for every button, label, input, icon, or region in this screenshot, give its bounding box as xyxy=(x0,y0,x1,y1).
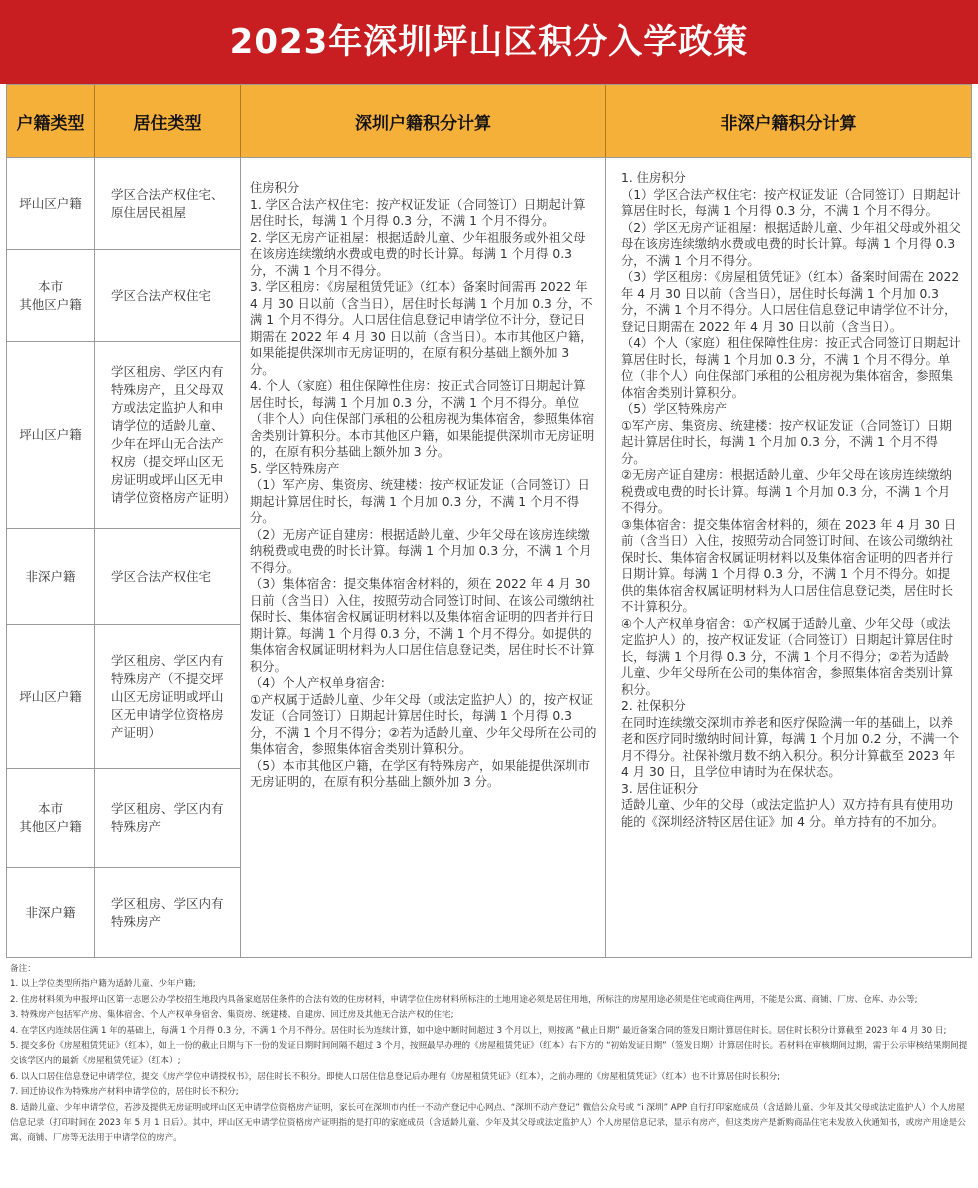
row-3-residence: 学区租房、学区内有特殊房产，且父母双方或法定监护人和申请学位的适龄儿童、少年在坪山无合法产权房（提交坪山区无房证明或坪山区无申请学位资格房产证明） xyxy=(95,341,241,528)
sz-line: （5）本市其他区户籍，在学区有特殊房产，如果能提供深圳市无房证明的，在原有积分基础上额外加 3 分。 xyxy=(250,758,590,789)
shenzhen-calc-text xyxy=(241,157,606,958)
header-residence-type: 居住类型 xyxy=(95,85,241,157)
header-non-shenzhen-calc: 非深户籍积分计算 xyxy=(606,85,971,157)
sz-line: （4）个人产权单身宿舍: xyxy=(250,676,385,690)
nsz-line: 3. 居住证积分 xyxy=(621,781,699,796)
sz-line: （1）军产房、集资房、统建楼：按产权证发证（合同签订）日期起计算居住时长，每满 1 个月加 0.3 分，不满 1 个月不得分。 xyxy=(250,478,590,525)
sz-line: （3）集体宿舍：提交集体宿舍材料的，须在 2022 年 4 月 30 日前（含当日）入住，按照劳动合同签订时间、在该公司缴纳社保时长、集体宿舍权属证明材料以及集体宿舍证明的四者并行日期计算。每满 1 个月得 0.3 分，不满 1 个月不得分。如提供的集体宿舍权属证明材料为人口居住信息登记类，居住时长不计算积分。 xyxy=(250,577,595,674)
note-line: 6. 以人口居住信息登记申请学位，提交《房产学位申请授权书》，居住时长不积分。即使人口居住信息登记后办理有《房屋租赁凭证》（红本），之前办理的《房屋租赁凭证》（红本）也不计算居住时长积分; xyxy=(10,1071,781,1082)
nsz-line: （2）学区无房产证祖屋：根据适龄儿童、少年祖父母或外祖父母在该房连续缴纳水费或电费的时长计算。每满 1 个月得 0.3 分，不满 1 个月不得分。 xyxy=(621,220,961,268)
page-title: 2023年深圳坪山区积分入学政策 xyxy=(0,0,978,84)
note-line: 备注： xyxy=(10,964,36,974)
note-line: 1. 以上学位类型所指户籍为适龄儿童、少年户籍; xyxy=(10,979,196,990)
row-4-residence: 学区合法产权住宅 xyxy=(95,528,241,624)
nsz-line: ①军产房、集资房、统建楼：按产权证发证（合同签订）日期起计算居住时长，每满 1 个月加 0.3 分，不满 1 个月不得分。 xyxy=(621,418,952,466)
sz-line: 3. 学区租房：《房屋租赁凭证》（红本）备案时间需再 2022 年 4 月 30 日以前（含当日），居住时长每满 1 个月加 0.3 分，不满 1 个月不得分。人口居住信息登记申请学位不计分，登记日期需在 2022 年 4 月 30 日以前（含当日）。本市其他区户籍，如果能提供深圳市无房证明的，在原有积分基础上额外加 3 分。 xyxy=(250,280,593,377)
footnotes xyxy=(10,962,968,1184)
non-shenzhen-calc-text xyxy=(606,157,971,958)
note-line: 2. 住房材料须为申报坪山区第一志愿公办学校招生地段内具备家庭居住条件的合法有效的住房材料，申请学位住房材料所标注的土地用途必须是居住用地，所标注的房屋用途必须是住宅或商住两用，不能是公寓、商铺、厂房、仓库、办公等; xyxy=(10,994,918,1005)
header-household-type: 户籍类型 xyxy=(7,85,95,157)
row-6-residence: 学区租房、学区内有特殊房产 xyxy=(95,768,241,867)
nsz-line: 1. 住房积分 xyxy=(621,171,686,185)
row-1-residence: 学区合法产权住宅、原住居民祖屋 xyxy=(95,157,241,249)
row-5-household: 坪山区户籍 xyxy=(7,624,95,768)
sz-line: ①产权属于适龄儿童、少年父母（或法定监护人）的，按产权证发证（合同签订）日期起计算居住时长，每满 1 个月得 0.3 分，不满 1 个月不得分；②若为适龄儿童、少年父母所在公司的集体宿舍，参照集体宿舍类别计算积分。 xyxy=(250,692,597,756)
nsz-line: ②无房产证自建房：根据适龄儿童、少年父母在该房连续缴纳税费或电费的时长计算。每满 1 个月加 0.3 分，不满 1 个月不得分。 xyxy=(621,468,952,515)
nsz-line: 在同时连续缴交深圳市养老和医疗保险满一年的基础上，以养老和医疗同时缴纳时间计算，每满 1 个月加 0.2 分，不满一个月不得分。社保补缴月数不纳入积分。积分计算截至 2023 年 4 月 30 日，且学位申请时为在保状态。 xyxy=(621,715,960,779)
sz-line: 1. 学区合法产权住宅：按产权证发证（合同签订）日期起计算居住时长，每满 1 个月得 0.3 分，不满 1 个月不得分。 xyxy=(250,197,586,228)
note-line: 8. 适龄儿童、少年申请学位，若涉及提供无房证明或坪山区无申请学位资格房产证明，家长可在深圳市内任一不动产登记中心网点、“深圳不动产登记” 微信公众号或 “i 深圳” APP 自行打印家庭成员（含适龄儿童、少年及其父母或法定监护人）个人房屋信息记录（打印时间在 2023 年 5 月 1 日后）。其中，坪山区无申请学位资格房产证明指的是打印的家庭成员（含适龄儿童、少年及其父母或法定监护人）个人房屋信息记录，显示有房产，但这类房产是新购商品住宅未发放入伙通知书，或房产用途是公寓、商铺、厂房等无法用于申请学位的房产。 xyxy=(10,1102,966,1144)
row-3-household: 坪山区户籍 xyxy=(7,341,95,528)
nsz-line: （1）学区合法产权住宅：按产权证发证（合同签订）日期起计算居住时长，每满 1 个月得 0.3 分，不满 1 个月不得分。 xyxy=(621,187,961,218)
sz-line: 4. 个人（家庭）租住保障性住房：按正式合同签订日期起计算居住时长，每满 1 个月加 0.3 分，不满 1 个月不得分。单位（非个人）向住保部门承租的公租房视为集体宿舍，参照集体宿舍类别计算积分。本市其他区户籍，如果能提供深圳市无房证明的，在原有积分基础上额外加 3 分。 xyxy=(250,379,595,459)
policy-table xyxy=(6,84,972,958)
row-5-residence: 学区租房、学区内有特殊房产（不提交坪山区无房证明或坪山区无申请学位资格房产证明） xyxy=(95,624,241,768)
sz-line: 5. 学区特殊房产 xyxy=(250,461,340,476)
sz-line: 住房积分 xyxy=(250,181,300,195)
row-7-residence: 学区租房、学区内有特殊房产 xyxy=(95,867,241,958)
sz-line: （2）无房产证自建房：根据适龄儿童、少年父母在该房连续缴纳税费或电费的时长计算。每满 1 个月加 0.3 分，不满 1 个月不得分。 xyxy=(250,527,592,575)
note-line: 7. 回迁协议作为特殊房产材料申请学位的，居住时长不积分; xyxy=(10,1087,239,1098)
row-6-household: 本市 其他区户籍 xyxy=(7,768,95,867)
row-2-residence: 学区合法产权住宅 xyxy=(95,249,241,341)
row-2-household: 本市 其他区户籍 xyxy=(7,249,95,341)
nsz-line: （3）学区租房：《房屋租赁凭证》（红本）备案时间需在 2022 年 4 月 30 日以前（含当日），居住时长每满 1 个月加 0.3 分，不满 1 个月不得分。人口居住信息登记申请学位不计分，登记日期需在 2022 年 4 月 30 日以前（含当日）。 xyxy=(621,270,960,334)
nsz-line: ④个人产权单身宿舍：①产权属于适龄儿童、少年父母（或法定监护人）的，按产权证发证（合同签订）日期起计算居住时长，每满 1 个月得 0.3 分，不满 1 个月不得分；②若为适龄儿童、少年父母所在公司的集体宿舍，参照集体宿舍类别计算积分。 xyxy=(621,616,954,697)
note-line: 3. 特殊房产包括军产房、集体宿舍、个人产权单身宿舍、集资房、统建楼、自建房、回迁房及其他无合法产权的住宅; xyxy=(10,1010,454,1021)
nsz-line: 适龄儿童、少年的父母（或法定监护人）双方持有具有使用功能的《深圳经济特区居住证》加 4 分。单方持有的不加分。 xyxy=(621,798,954,829)
row-7-household: 非深户籍 xyxy=(7,867,95,958)
nsz-line: ③集体宿舍：提交集体宿舍材料的，须在 2023 年 4 月 30 日前（含当日）入住，按照劳动合同签订时间、在该公司缴纳社保时长、集体宿舍权属证明材料以及集体宿舍证明的四者并行日期计算。每满 1 个月得 0.3 分，不满 1 个月不得分。如提供的集体宿舍权属证明材料为人口居住信息登记类，居住时长不计算积分。 xyxy=(621,517,957,614)
sz-line: 2. 学区无房产证祖屋：根据适龄儿童、少年祖服务或外祖父母在该房连续缴纳水费或电费的时长计算。每满 1 个月得 0.3 分，不满 1 个月不得分。 xyxy=(250,230,586,278)
note-line: 4. 在学区内连续居住满 1 年的基础上，每满 1 个月得 0.3 分，不满 1 个月不得分。居住时长为连续计算，如中途中断时间超过 3 个月以上，则按离 “截止日期” 最近备案合同的签发日期计算居住时长。居住时长积分计算截至 2023 年 4 月 30 日; xyxy=(10,1025,947,1036)
nsz-line: （5）学区特殊房产 xyxy=(621,402,728,416)
nsz-line: （4）个人（家庭）租住保障性住房：按正式合同签订日期起计算居住时长，每满 1 个月加 0.3 分，不满 1 个月不得分。单位（非个人）向住保部门承租的公租房视为集体宿舍，参照集体宿舍类别计算积分。 xyxy=(621,336,961,400)
note-line: 5. 提交多份《房屋租赁凭证》（红本），如上一份的截止日期与下一份的发证日期时间间隔不超过 3 个月，按照最早办理的《房屋租赁凭证》（红本）右下方的 “初始发证日期”（签发日期）计算居住时长。若材料在审核期间过期，需于公示审核结果期间提交该学区内的最新《房屋租赁凭证》（红本）; xyxy=(10,1041,968,1067)
header-shenzhen-calc: 深圳户籍积分计算 xyxy=(241,85,606,157)
nsz-line: 2. 社保积分 xyxy=(621,699,686,713)
row-4-household: 非深户籍 xyxy=(7,528,95,624)
row-1-household: 坪山区户籍 xyxy=(7,157,95,249)
